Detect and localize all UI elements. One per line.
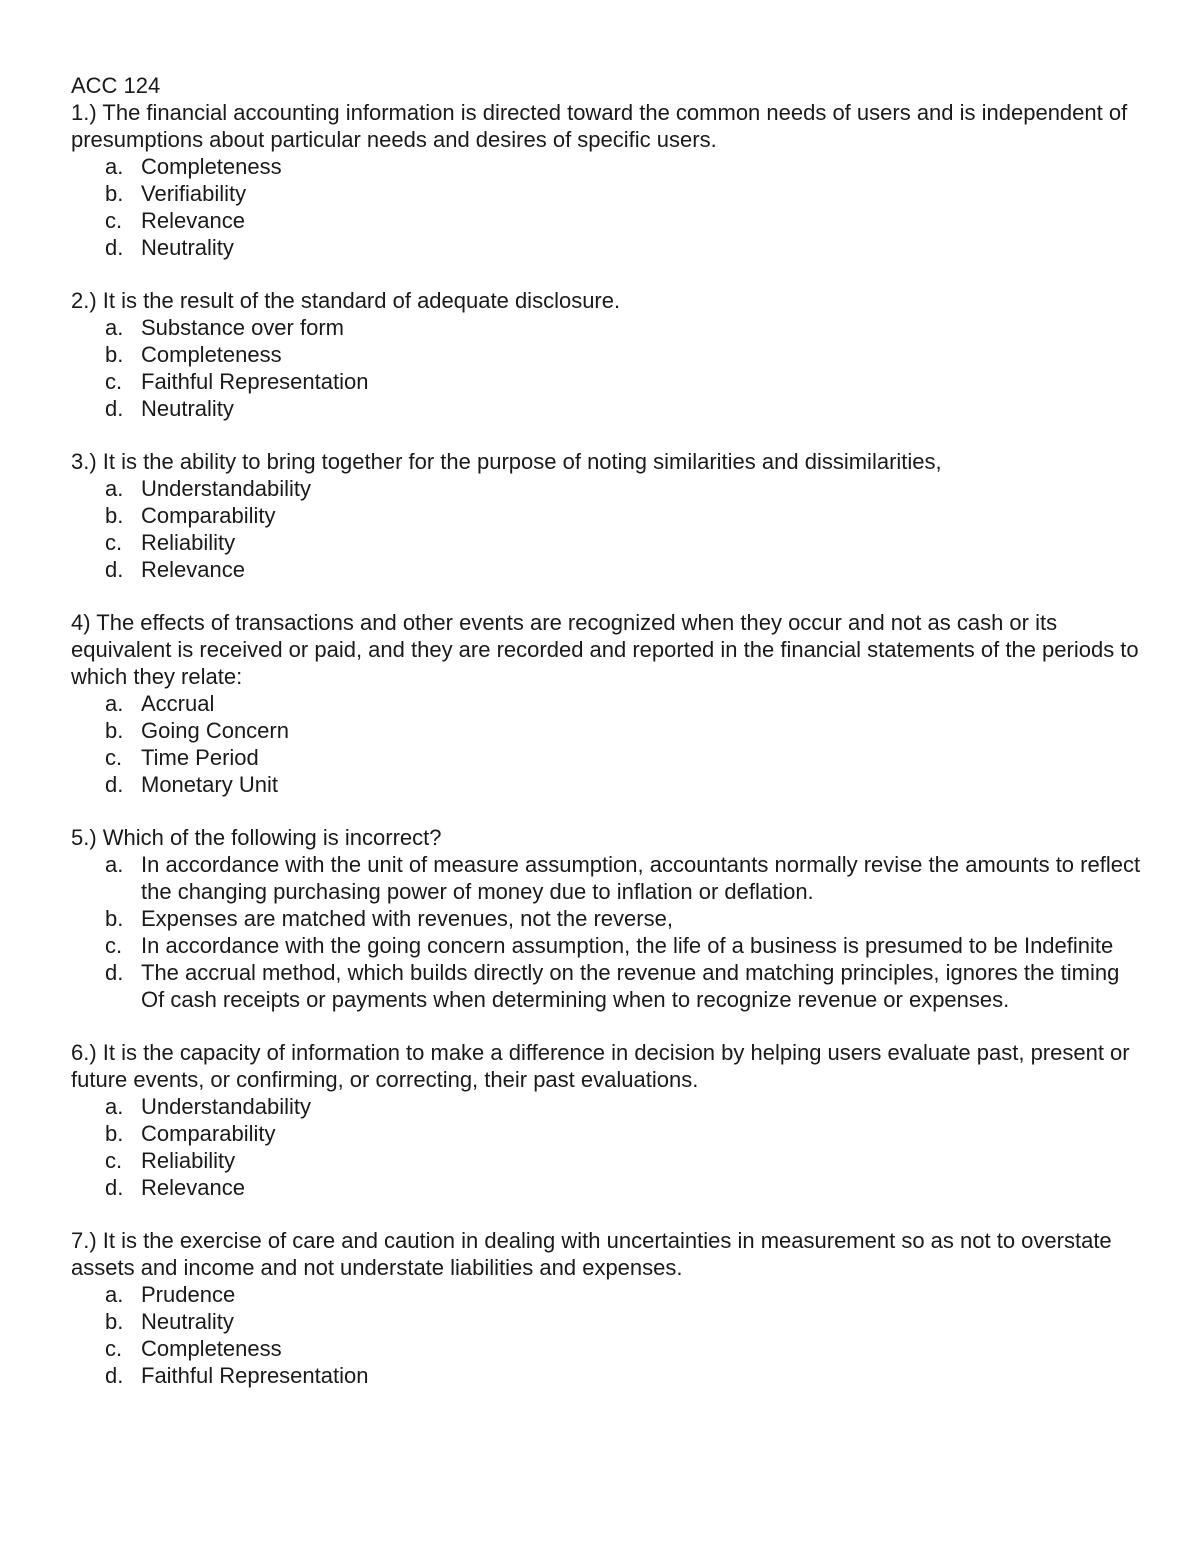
- choice-a: [71, 1281, 1141, 1308]
- choice-text: Relevance: [141, 208, 245, 233]
- choice-c: [71, 744, 1141, 771]
- choice-b: [71, 905, 1141, 932]
- choice-d: [71, 556, 1141, 583]
- choice-letter: d.: [105, 557, 124, 582]
- choice-text: In accordance with the unit of measure assumption, accountants normally revise the amounts to reflect the changing purchasing power of money due to inflation or deflation.: [141, 852, 1141, 904]
- choice-letter: b.: [105, 1121, 124, 1146]
- choice-letter: b.: [105, 181, 124, 206]
- choice-d: [71, 959, 1141, 1013]
- choice-b: [71, 180, 1141, 207]
- choice-text: In accordance with the going concern assumption, the life of a business is presumed to be Indefinite: [141, 933, 1114, 958]
- question-1: [71, 99, 1141, 261]
- choice-text: Going Concern: [141, 718, 289, 743]
- choice-a: [71, 851, 1141, 905]
- choice-c: [71, 368, 1141, 395]
- choice-b: [71, 717, 1141, 744]
- choice-text: Reliability: [141, 530, 236, 555]
- choice-b: [71, 1120, 1141, 1147]
- choice-letter: c.: [105, 1148, 123, 1173]
- choice-letter: c.: [105, 933, 123, 958]
- choice-letter: b.: [105, 718, 124, 743]
- choice-letter: b.: [105, 342, 124, 367]
- choice-d: [71, 234, 1141, 261]
- choice-d: [71, 395, 1141, 422]
- choice-c: [71, 1335, 1141, 1362]
- choice-letter: a.: [105, 852, 124, 877]
- choice-text: Completeness: [141, 342, 282, 367]
- choice-text: Relevance: [141, 1175, 245, 1200]
- question-text: 6.) It is the capacity of information to make a difference in decision by helping users evaluate past, present or future events, or confirming, or correcting, their past evaluations.: [71, 1040, 1130, 1092]
- choice-letter: c.: [105, 530, 123, 555]
- question-2: [71, 287, 1141, 422]
- choice-c: [71, 529, 1141, 556]
- choice-d: [71, 1174, 1141, 1201]
- choice-letter: a.: [105, 154, 124, 179]
- question-text: 5.) Which of the following is incorrect?: [71, 825, 442, 850]
- question-4: [71, 609, 1141, 798]
- answer-choices: [71, 475, 1141, 583]
- choice-letter: b.: [105, 1309, 124, 1334]
- answer-choices: [71, 153, 1141, 261]
- choice-c: [71, 207, 1141, 234]
- choice-letter: a.: [105, 476, 124, 501]
- choice-d: [71, 1362, 1141, 1389]
- choice-a: [71, 153, 1141, 180]
- choice-letter: d.: [105, 772, 124, 797]
- choice-letter: d.: [105, 235, 124, 260]
- choice-letter: c.: [105, 369, 123, 394]
- choice-letter: a.: [105, 315, 124, 340]
- choice-text: Understandability: [141, 1094, 311, 1119]
- choice-letter: a.: [105, 1282, 124, 1307]
- choice-text: Expenses are matched with revenues, not the reverse,: [141, 906, 673, 931]
- question-text: 1.) The financial accounting information is directed toward the common needs of users and is independent of presumptions about particular needs and desires of specific users.: [71, 100, 1128, 152]
- choice-b: [71, 1308, 1141, 1335]
- choice-text: Understandability: [141, 476, 311, 501]
- question-text: 7.) It is the exercise of care and caution in dealing with uncertainties in measurement so as not to overstate assets and income and not understate liabilities and expenses.: [71, 1228, 1112, 1280]
- question-3: [71, 448, 1141, 583]
- choice-text: Comparability: [141, 503, 276, 528]
- choice-letter: c.: [105, 745, 123, 770]
- choice-c: [71, 932, 1141, 959]
- choice-letter: a.: [105, 691, 124, 716]
- choice-letter: a.: [105, 1094, 124, 1119]
- choice-text: The accrual method, which builds directly on the revenue and matching principles, ignores the timing Of cash receipts or payments when determining when to recognize revenue or expenses.: [141, 960, 1120, 1012]
- choice-text: Neutrality: [141, 1309, 234, 1334]
- question-7: [71, 1227, 1141, 1389]
- choice-text: Faithful Representation: [141, 1363, 369, 1388]
- question-5: [71, 824, 1141, 1013]
- choice-text: Prudence: [141, 1282, 236, 1307]
- question-text: 4) The effects of transactions and other events are recognized when they occur and not as cash or its equivalent is received or paid, and they are recorded and reported in the financial statements of the periods to which they relate:: [71, 610, 1139, 689]
- choice-letter: d.: [105, 396, 124, 421]
- answer-choices: [71, 1093, 1141, 1201]
- choice-text: Completeness: [141, 154, 282, 179]
- choice-a: [71, 475, 1141, 502]
- answer-choices: [71, 314, 1141, 422]
- answer-choices: [71, 690, 1141, 798]
- answer-choices: [71, 851, 1141, 1013]
- choice-a: [71, 314, 1141, 341]
- choice-letter: d.: [105, 960, 124, 985]
- choice-b: [71, 341, 1141, 368]
- choice-c: [71, 1147, 1141, 1174]
- document-title: ACC 124: [71, 73, 161, 98]
- answer-choices: [71, 1281, 1141, 1389]
- choice-text: Neutrality: [141, 235, 234, 260]
- choice-text: Completeness: [141, 1336, 282, 1361]
- choice-text: Faithful Representation: [141, 369, 369, 394]
- choice-text: Verifiability: [141, 181, 247, 206]
- choice-text: Accrual: [141, 691, 215, 716]
- choice-d: [71, 771, 1141, 798]
- choice-a: [71, 1093, 1141, 1120]
- choice-text: Monetary Unit: [141, 772, 278, 797]
- choice-b: [71, 502, 1141, 529]
- question-6: [71, 1039, 1141, 1201]
- question-text: 2.) It is the result of the standard of adequate disclosure.: [71, 288, 621, 313]
- choice-letter: c.: [105, 1336, 123, 1361]
- choice-text: Substance over form: [141, 315, 344, 340]
- choice-letter: d.: [105, 1175, 124, 1200]
- choice-text: Comparability: [141, 1121, 276, 1146]
- choice-text: Reliability: [141, 1148, 236, 1173]
- choice-letter: d.: [105, 1363, 124, 1388]
- question-text: 3.) It is the ability to bring together for the purpose of noting similarities and dissimilarities,: [71, 449, 942, 474]
- choice-letter: c.: [105, 208, 123, 233]
- choice-text: Neutrality: [141, 396, 234, 421]
- choice-a: [71, 690, 1141, 717]
- choice-letter: b.: [105, 906, 124, 931]
- document-page: [71, 72, 1141, 1415]
- choice-text: Relevance: [141, 557, 245, 582]
- choice-text: Time Period: [141, 745, 259, 770]
- choice-letter: b.: [105, 503, 124, 528]
